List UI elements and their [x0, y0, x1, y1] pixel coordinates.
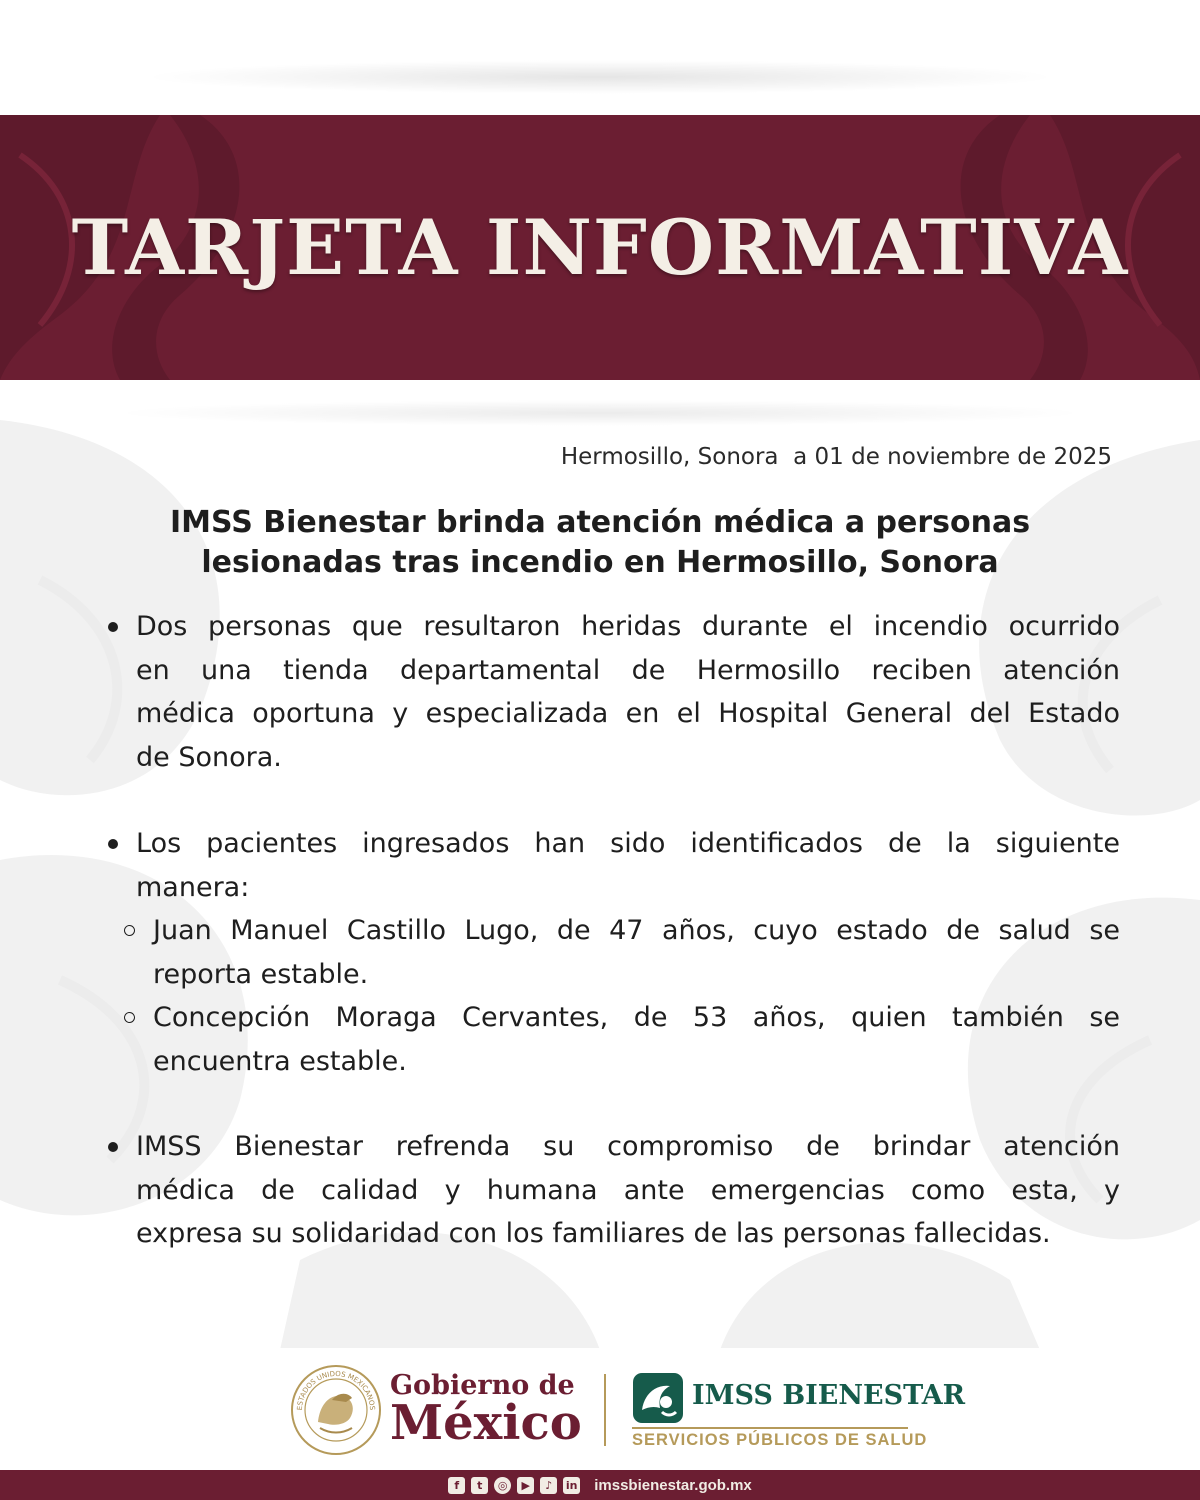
- sub-bullet-list: [136, 909, 1120, 1083]
- headline-line: IMSS Bienestar brinda atención médica a personas: [169, 505, 1031, 540]
- sub-bullet-item: [100, 996, 1120, 1083]
- sub-bullet-line: encuentra estable.: [153, 1045, 407, 1077]
- hollow-bullet-icon: [124, 925, 135, 936]
- bullet-line: manera:: [136, 871, 250, 903]
- tiktok-icon[interactable]: ♪: [540, 1477, 557, 1494]
- headline: [100, 503, 1100, 583]
- bullet-line: médica oportuna y especializada en el Hospital General del Estado: [136, 698, 1120, 729]
- header-shadow: [140, 60, 1060, 94]
- gobierno-line: Gobierno de: [390, 1370, 575, 1401]
- logo-divider: [604, 1374, 606, 1446]
- imss-tagline: SERVICIOS PÚBLICOS DE SALUD: [632, 1431, 928, 1449]
- imss-rule: [632, 1427, 908, 1429]
- bullet-line: en una tienda departamental de Hermosillo reciben atención: [136, 654, 1120, 686]
- bullet-item: [100, 822, 1120, 1083]
- sub-bullet-item: [100, 909, 1120, 996]
- bullet-dot-icon: [108, 1142, 118, 1152]
- sub-bullet-line: Concepción Moraga Cervantes, de 53 años, quien también se: [153, 1002, 1120, 1033]
- youtube-icon[interactable]: ▶: [517, 1477, 534, 1494]
- imss-bienestar-emblem-icon: [632, 1372, 684, 1424]
- bullet-dot-icon: [108, 839, 118, 849]
- twitter-icon[interactable]: t: [471, 1477, 488, 1494]
- bottom-bar: [0, 1470, 1200, 1500]
- bullet-item: [100, 1125, 1120, 1256]
- imss-bienestar-wordmark: IMSS BIENESTAR: [692, 1380, 966, 1411]
- bullet-line: médica de calidad y humana ante emergencias como esta, y: [136, 1174, 1120, 1206]
- bullet-line: Dos personas que resultaron heridas durante el incendio ocurrido: [136, 611, 1120, 642]
- headline-line: lesionadas tras incendio en Hermosillo, Sonora: [201, 545, 999, 580]
- title-banner: [0, 115, 1200, 380]
- bullet-line: Los pacientes ingresados han sido identificados de la siguiente: [136, 828, 1120, 859]
- bullet-line: expresa su solidaridad con los familiares de las personas fallecidas.: [136, 1218, 1051, 1249]
- banner-shadow: [110, 400, 1090, 426]
- bullet-line: IMSS Bienestar refrenda su compromiso de brindar atención: [136, 1131, 1120, 1162]
- dateline: Hermosillo, Sonora a 01 de noviembre de 2025: [560, 444, 1112, 470]
- sub-bullet-line: reporta estable.: [153, 958, 369, 990]
- website-link[interactable]: imssbienestar.gob.mx: [594, 1476, 752, 1494]
- bullet-line: de Sonora.: [136, 741, 282, 773]
- bullet-dot-icon: [108, 622, 118, 632]
- banner-title: TARJETA INFORMATIVA: [71, 203, 1129, 292]
- facebook-icon[interactable]: f: [448, 1477, 465, 1494]
- instagram-icon[interactable]: ◎: [494, 1477, 511, 1494]
- gobierno-de-mexico-logo: [390, 1370, 582, 1451]
- bullet-item: [100, 605, 1120, 779]
- linkedin-icon[interactable]: in: [563, 1477, 580, 1494]
- mexico-seal-icon: [290, 1364, 382, 1456]
- seal-text: ESTADOS UNIDOS MEXICANOS: [295, 1369, 377, 1411]
- hollow-bullet-icon: [124, 1012, 135, 1023]
- mexico-line: México: [390, 1395, 582, 1451]
- sub-bullet-line: Juan Manuel Castillo Lugo, de 47 años, cuyo estado de salud se: [153, 915, 1120, 946]
- footer-logos: [290, 1360, 966, 1460]
